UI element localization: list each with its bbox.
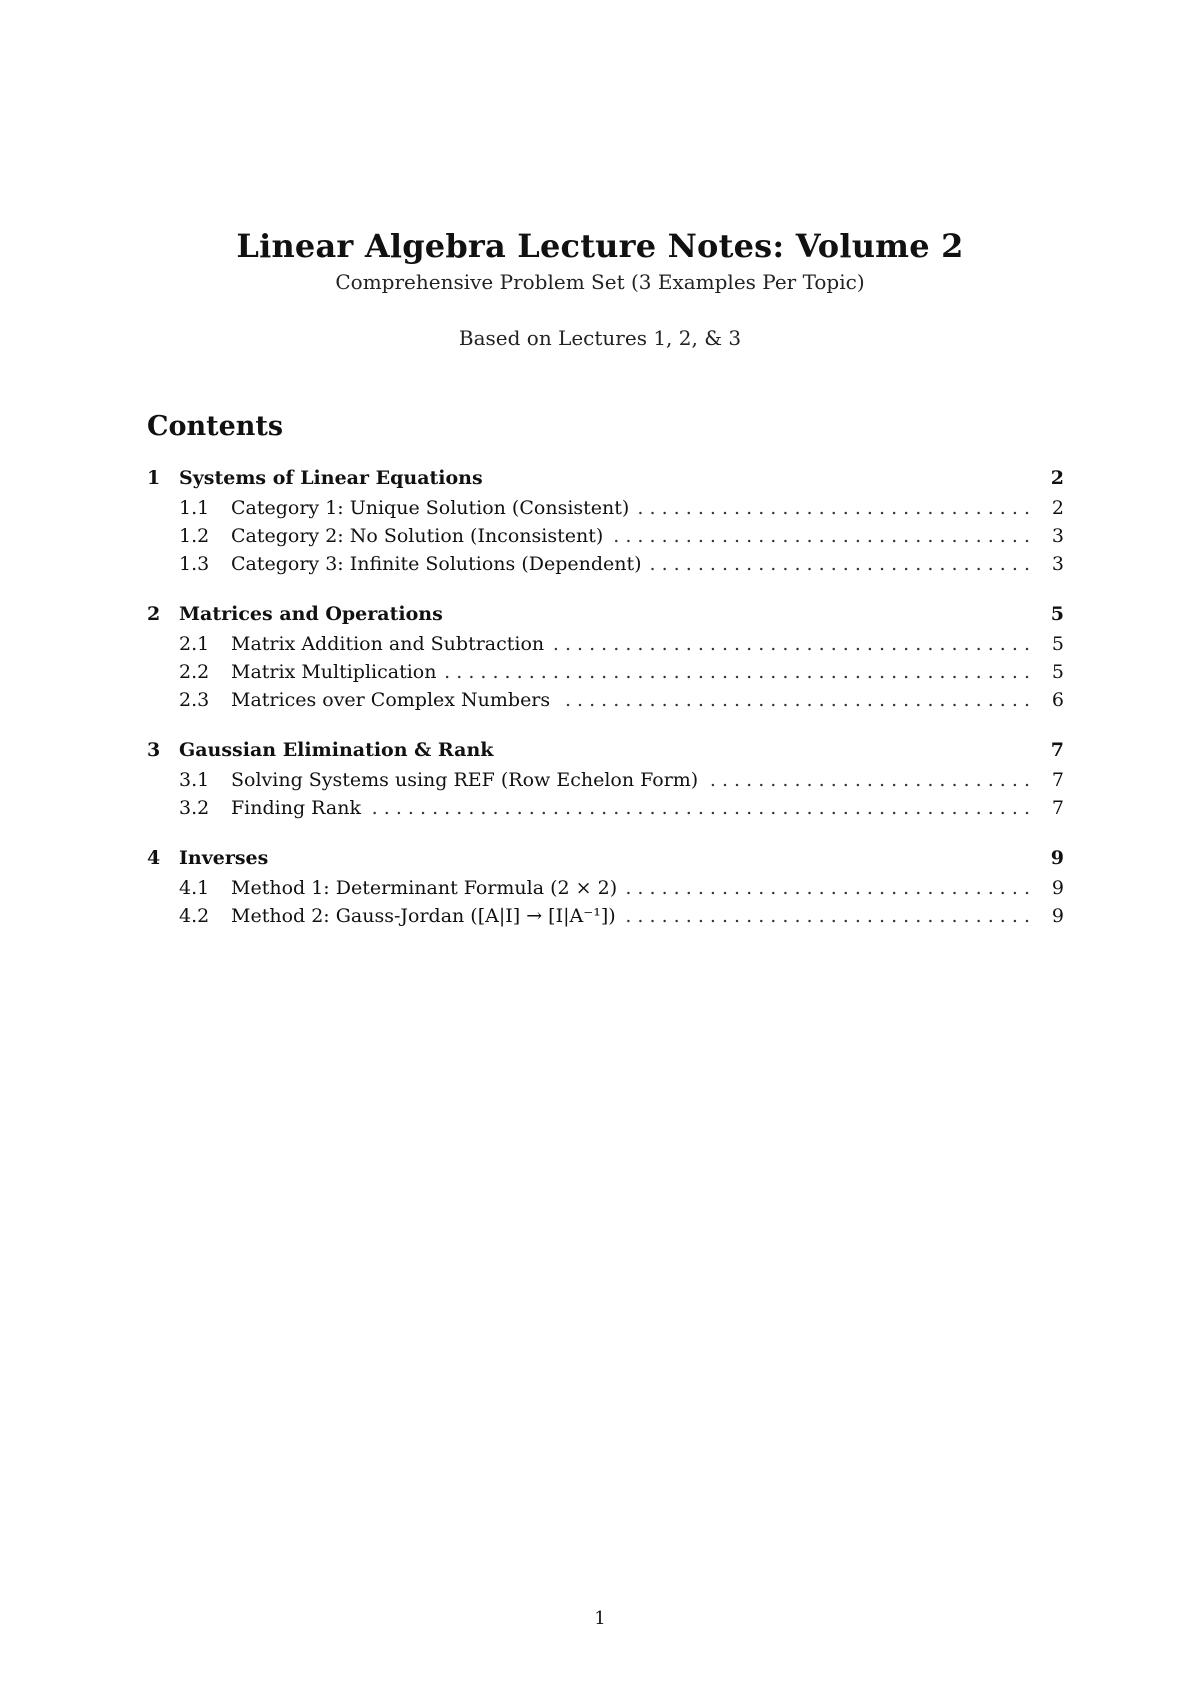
- toc-section-entry[interactable]: [147, 736, 1064, 766]
- title-block: [0, 226, 1200, 351]
- section-page: 2: [1050, 467, 1064, 489]
- dot-leader: [625, 874, 1030, 902]
- subsection-page: 9: [1051, 877, 1064, 899]
- toc-subsection-entry[interactable]: [147, 658, 1064, 686]
- toc-subsection-entry[interactable]: [147, 522, 1064, 550]
- subsection-number: 3.1: [179, 769, 210, 791]
- dot-leader: [650, 550, 1030, 578]
- subsection-number: 3.2: [179, 797, 210, 819]
- section-page: 7: [1050, 739, 1064, 761]
- dot-leader: [369, 794, 1030, 822]
- toc-subsection-entry[interactable]: [147, 686, 1064, 714]
- subsection-page: 6: [1051, 689, 1064, 711]
- subsection-page: 7: [1051, 797, 1064, 819]
- dot-leader: [552, 630, 1030, 658]
- subsection-number: 1.3: [179, 553, 210, 575]
- document-basis: Based on Lectures 1, 2, & 3: [458, 326, 742, 350]
- table-of-contents: [147, 410, 1064, 952]
- document-title: Linear Algebra Lecture Notes: Volume 2: [236, 227, 964, 265]
- subsection-page: 7: [1051, 769, 1064, 791]
- toc-subsection-entry[interactable]: [147, 630, 1064, 658]
- subsection-title: Method 1: Determinant Formula (2 × 2): [231, 877, 618, 899]
- subsection-title: Matrices over Complex Numbers: [231, 689, 551, 711]
- toc-subsection-entry[interactable]: [147, 874, 1064, 902]
- toc-section: [147, 844, 1064, 930]
- section-page: 9: [1050, 847, 1064, 869]
- section-number: 1: [147, 467, 161, 489]
- toc-section: [147, 736, 1064, 822]
- document-subtitle: Comprehensive Problem Set (3 Examples Per Topic): [335, 270, 865, 294]
- subsection-title: Category 2: No Solution (Inconsistent): [231, 525, 604, 547]
- subsection-number: 2.1: [179, 633, 210, 655]
- toc-section-entry[interactable]: [147, 600, 1064, 630]
- subsection-page: 5: [1051, 633, 1064, 655]
- section-number: 4: [147, 847, 161, 869]
- subsection-page: 9: [1051, 905, 1064, 927]
- section-title: Systems of Linear Equations: [179, 467, 483, 489]
- subsection-number: 4.2: [179, 905, 210, 927]
- subsection-page: 2: [1051, 497, 1064, 519]
- subsection-number: 1.1: [179, 497, 210, 519]
- section-title: Matrices and Operations: [179, 603, 443, 625]
- subsection-number: 2.3: [179, 689, 210, 711]
- subsection-page: 3: [1051, 525, 1064, 547]
- dot-leader: [444, 658, 1030, 686]
- subsection-title: Finding Rank: [231, 797, 361, 819]
- toc-subsection-entry[interactable]: [147, 766, 1064, 794]
- subsection-title: Matrix Multiplication: [231, 661, 437, 683]
- dot-leader: [611, 522, 1030, 550]
- toc-subsection-entry[interactable]: [147, 494, 1064, 522]
- subsection-title: Method 2: Gauss-Jordan ([A|I] → [I|A⁻¹]): [231, 905, 616, 927]
- toc-subsection-entry[interactable]: [147, 794, 1064, 822]
- section-number: 3: [147, 739, 161, 761]
- subsection-title: Category 1: Unique Solution (Consistent): [231, 497, 630, 519]
- subsection-title: Solving Systems using REF (Row Echelon Form): [231, 769, 699, 791]
- contents-heading: Contents: [147, 411, 284, 442]
- subsection-page: 5: [1051, 661, 1064, 683]
- subsection-number: 4.1: [179, 877, 210, 899]
- toc-section-entry[interactable]: [147, 844, 1064, 874]
- dot-leader: [558, 686, 1030, 714]
- subsection-title: Matrix Addition and Subtraction: [231, 633, 545, 655]
- toc-section: [147, 600, 1064, 714]
- dot-leader: [706, 766, 1030, 794]
- subsection-title: Category 3: Infinite Solutions (Dependent): [231, 553, 642, 575]
- subsection-page: 3: [1051, 553, 1064, 575]
- toc-subsection-entry[interactable]: [147, 550, 1064, 578]
- dot-leader: [624, 902, 1030, 930]
- dot-leader: [637, 494, 1030, 522]
- section-title: Inverses: [179, 847, 269, 869]
- section-number: 2: [147, 603, 161, 625]
- subsection-number: 2.2: [179, 661, 210, 683]
- subsection-number: 1.2: [179, 525, 210, 547]
- toc-subsection-entry[interactable]: [147, 902, 1064, 930]
- page-number-footer: 1: [594, 1608, 606, 1629]
- toc-section-entry[interactable]: [147, 464, 1064, 494]
- toc-section: [147, 464, 1064, 578]
- section-page: 5: [1050, 603, 1064, 625]
- section-title: Gaussian Elimination & Rank: [179, 739, 494, 761]
